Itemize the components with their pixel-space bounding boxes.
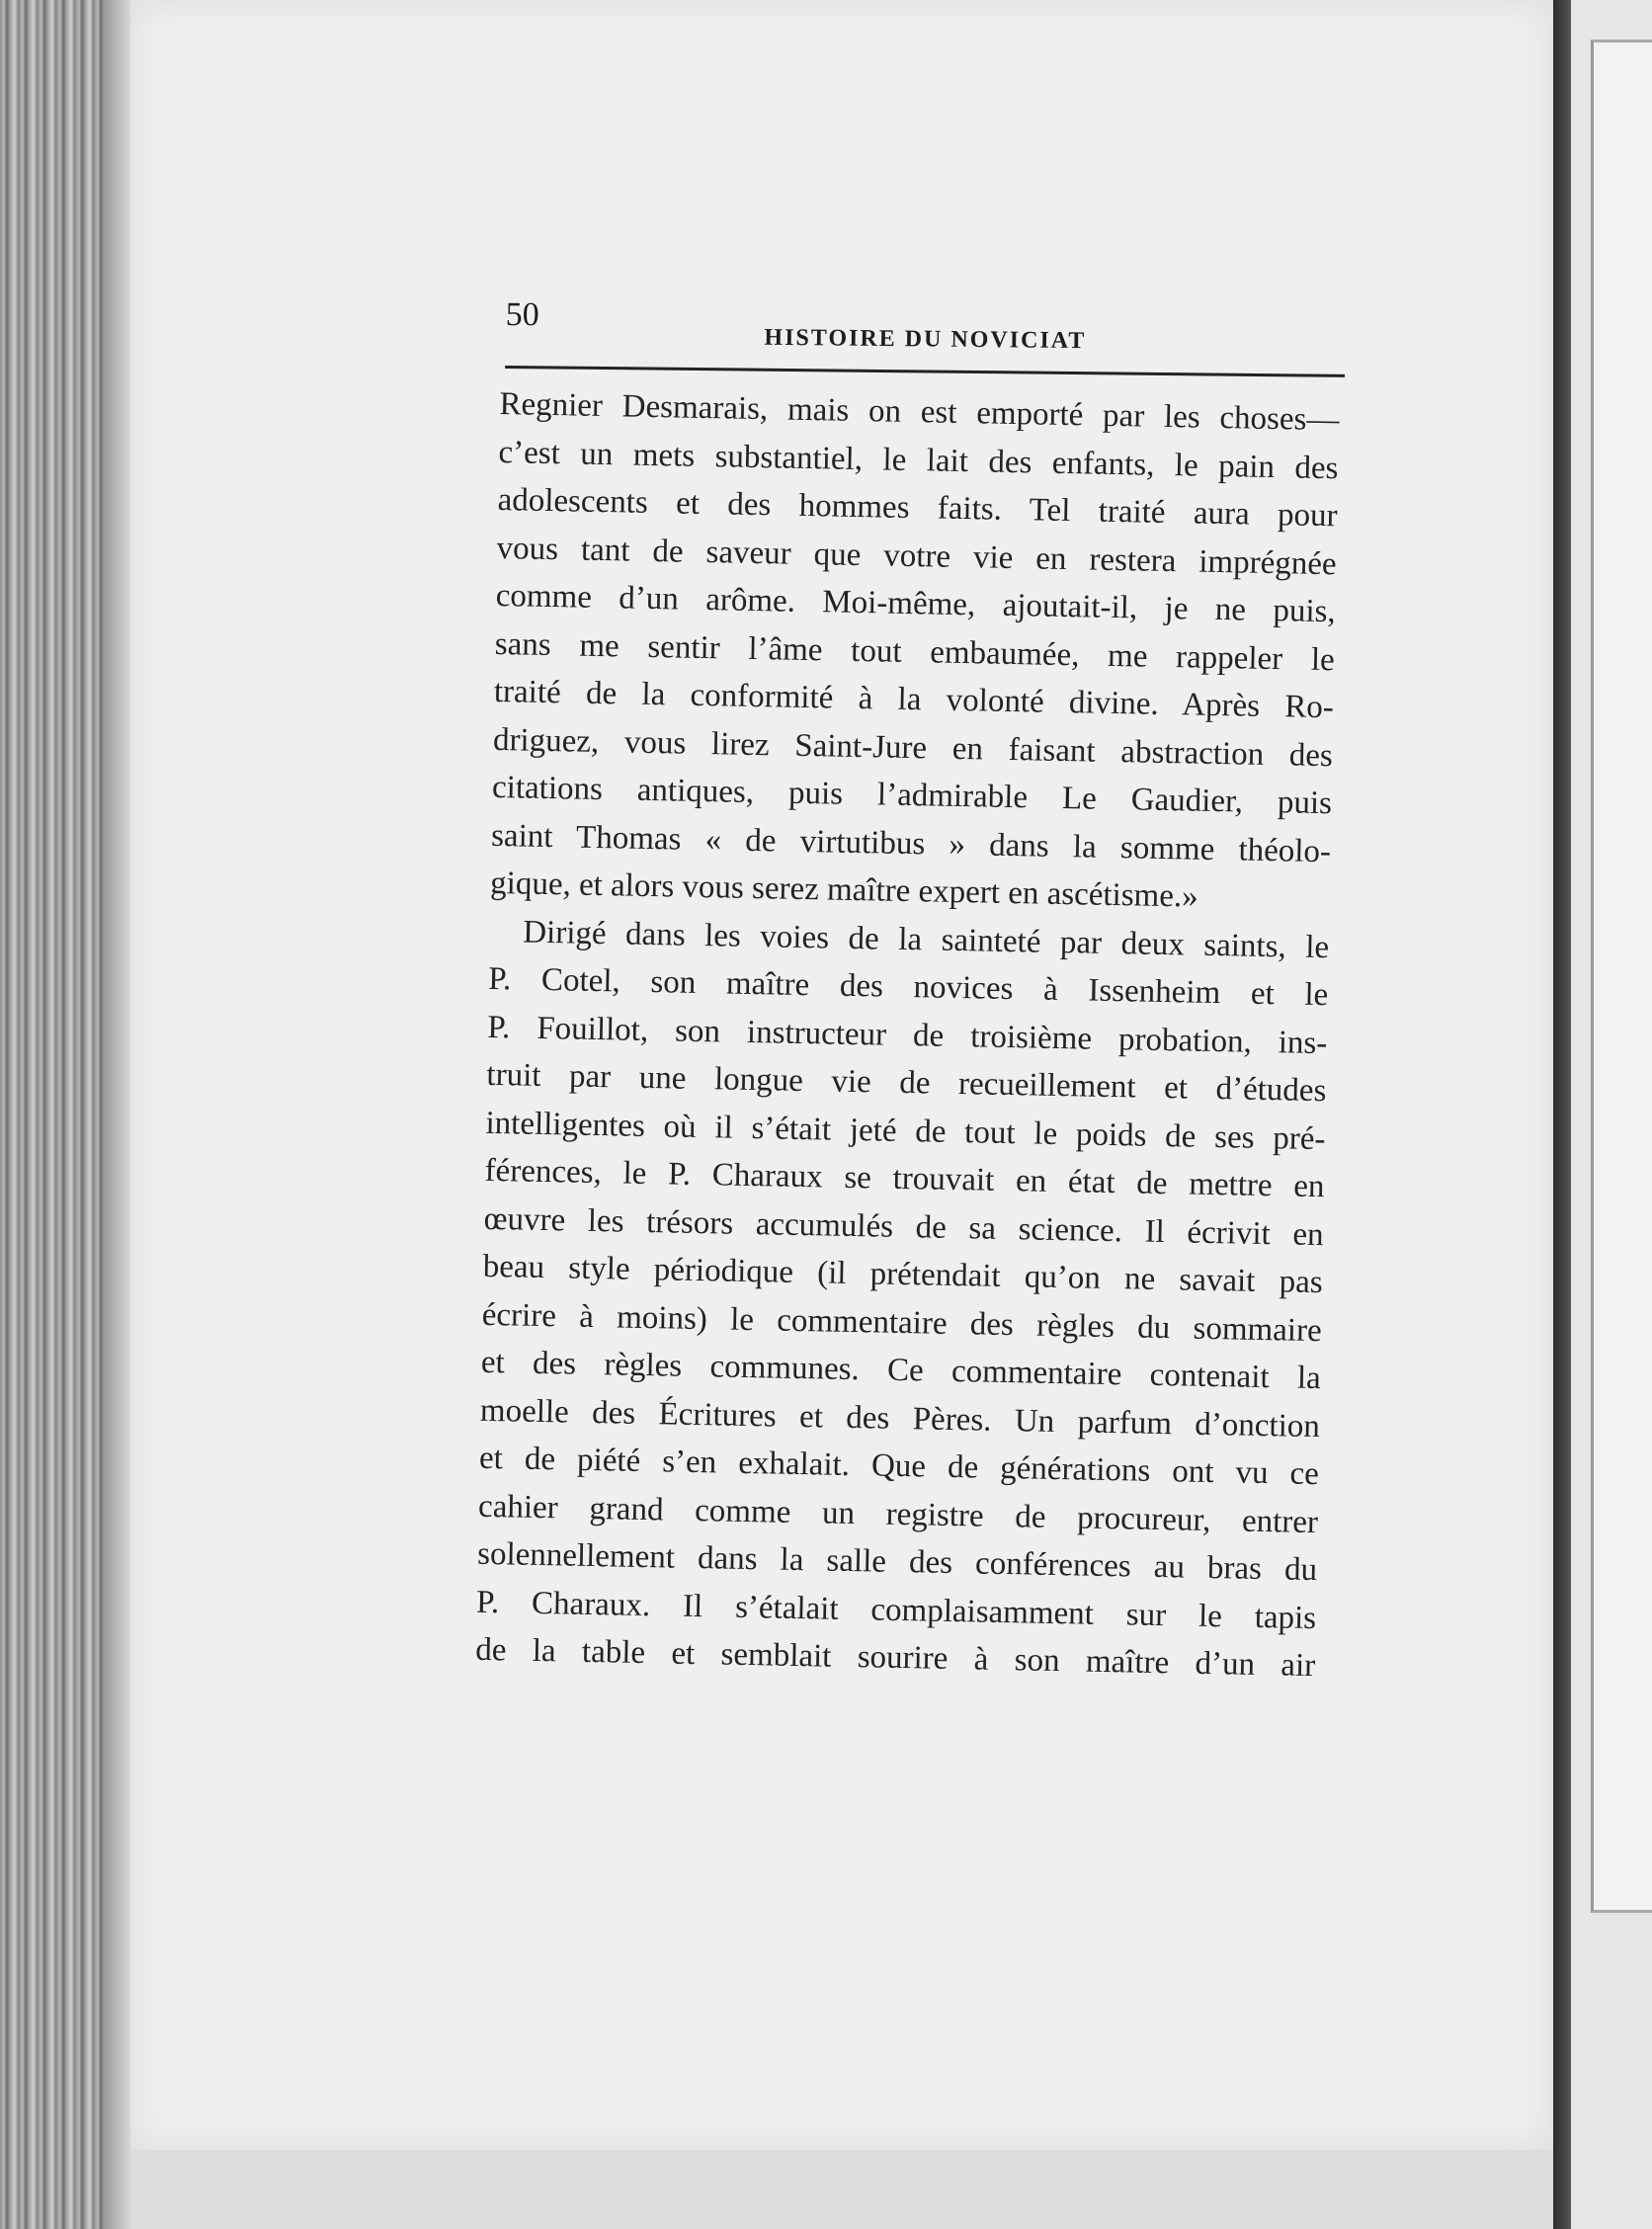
- page-bottom-edge: [130, 2150, 1563, 2229]
- text-line: P. Cotel, son maître des novices à Issenheim et le: [488, 960, 1329, 1014]
- text-line: écrire à moins) le commentaire des règles du sommaire: [481, 1296, 1323, 1349]
- text-line: Dirigé dans les voies de la sainteté par deux saints, le: [522, 914, 1330, 965]
- text-line: Regnier Desmarais, mais on est emporté par les choses—: [499, 385, 1340, 439]
- text-line: P. Fouillot, son instructeur de troisième probation, ins-: [487, 1009, 1328, 1061]
- text-line: vous tant de saveur que votre vie en restera imprégnée: [496, 530, 1337, 582]
- text-line: cahier grand comme un registre de procureur, entrer: [477, 1488, 1319, 1540]
- text-line: moelle des Écritures et des Pères. Un parfum d’onction: [479, 1392, 1321, 1445]
- text-line: saint Thomas « de virtutibus » dans la somme théolo-: [490, 817, 1332, 869]
- text-line: c’est un mets substantiel, le lait des enfants, le pain des: [498, 434, 1339, 486]
- text-line: œuvre les trésors accumulés de sa science. Il écrivit en: [483, 1200, 1324, 1253]
- text-line: comme d’un arôme. Moi-même, ajoutait-il, je ne puis,: [495, 577, 1337, 630]
- body-text: [475, 380, 1340, 1691]
- text-line: citations antiques, puis l’admirable Le Gaudier, puis: [491, 769, 1333, 822]
- text-line: solennellement dans la salle des conférences au bras du: [476, 1535, 1318, 1589]
- text-line: férences, le P. Charaux se trouvait en état de mettre en: [484, 1152, 1325, 1205]
- text-line: et des règles communes. Ce commentaire contenait la: [480, 1344, 1322, 1397]
- text-line: adolescents et des hommes faits. Tel traité aura pour: [497, 481, 1338, 535]
- page-number: 50: [505, 295, 539, 334]
- text-line: driguez, vous lirez Saint-Jure en faisant abstraction des: [492, 721, 1334, 774]
- text-line: traité de la conformité à la volonté divine. Après Ro-: [493, 673, 1335, 726]
- text-line: sans me sentir l’âme tout embaumée, me rappeler le: [494, 625, 1336, 678]
- text-line: intelligentes où il s’était jeté de tout le poids de ses pré-: [485, 1105, 1326, 1157]
- text-line: P. Charaux. Il s’étalait complaisamment sur le tapis: [475, 1584, 1317, 1636]
- text-line: de la table et semblait sourire à son maître d’un air: [474, 1631, 1316, 1685]
- book-gutter: [1553, 0, 1571, 2229]
- facing-page-edge: [1591, 40, 1652, 1913]
- text-line: truit par une longue vie de recueillement et d’études: [486, 1056, 1327, 1110]
- text-line: beau style périodique (il prétendait qu’on ne savait pas: [482, 1248, 1323, 1301]
- text-line: et de piété s’en exhalait. Que de générations ont vu ce: [478, 1440, 1320, 1493]
- page-header: [505, 287, 1346, 355]
- running-head: HISTOIRE DU NOVICIAT: [764, 324, 1087, 355]
- text-line: gique, et alors vous serez maître expert en ascétisme.»: [489, 865, 1199, 915]
